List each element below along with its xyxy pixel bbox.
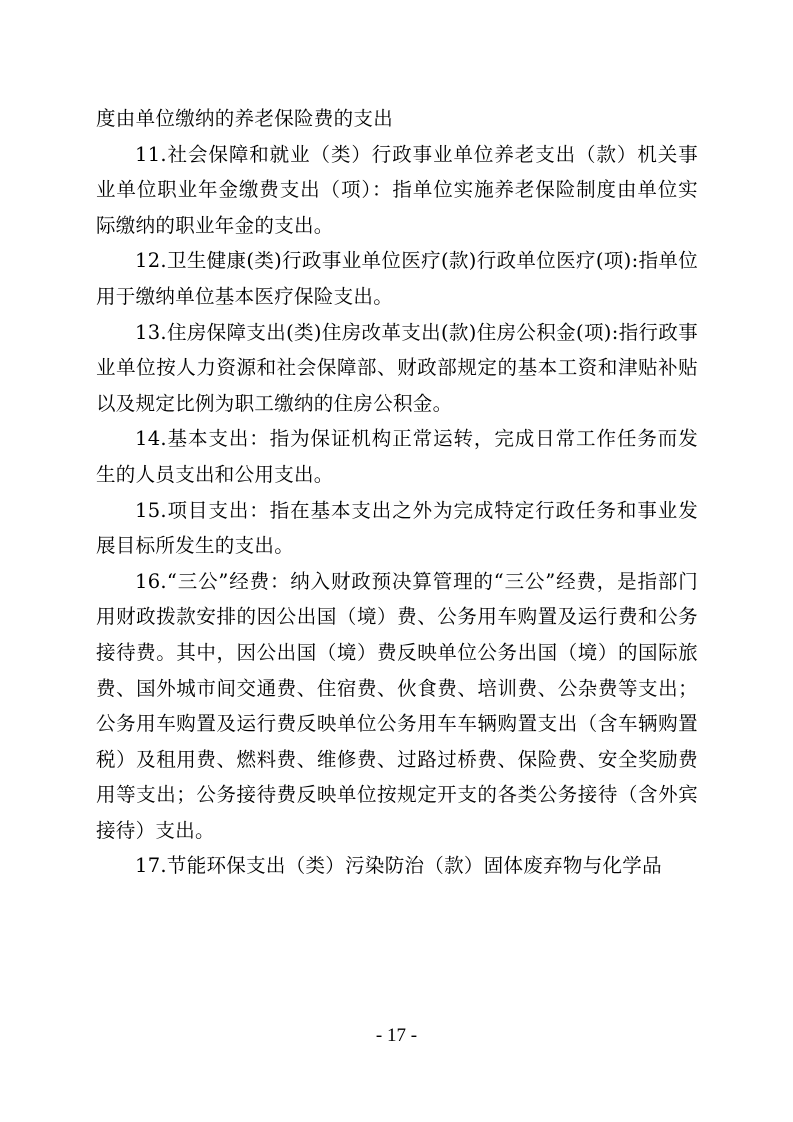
paragraph-item-14: 14.基本支出：指为保证机构正常运转，完成日常工作任务而发生的人员支出和公用支出。	[96, 427, 698, 486]
paragraph-continuation: 度由单位缴纳的养老保险费的支出	[96, 107, 394, 130]
page-number: - 17 -	[375, 1025, 418, 1046]
paragraph-item-16: 16.“三公”经费：纳入财政预决算管理的“三公”经费，是指部门用财政拨款安排的因公出国（境）费、公务用车购置及运行费和公务接待费。其中，因公出国（境）费反映单位公务出国（境）的国际旅费、国外城市间交通费、住宿费、伙食费、培训费、公杂费等支出；公务用车购置及运行费反映单位公务用车车辆购置支出（含车辆购置税）及租用费、燃料费、维修费、过路过桥费、保险费、安全奖励费用等支出；公务接待费反映单位按规定开支的各类公务接待（含外宾接待）支出。	[96, 569, 698, 842]
paragraph-item-12: 12.卫生健康(类)行政事业单位医疗(款)行政单位医疗(项):指单位用于缴纳单位基本医疗保险支出。	[96, 249, 698, 308]
paragraph-item-13: 13.住房保障支出(类)住房改革支出(款)住房公积金(项):指行政事业单位按人力资源和社会保障部、财政部规定的基本工资和津贴补贴以及规定比例为职工缴纳的住房公积金。	[96, 320, 698, 415]
paragraph-item-17: 17.节能环保支出（类）污染防治（款）固体废弃物与化学品	[135, 854, 662, 878]
paragraph-item-15: 15.项目支出：指在基本支出之外为完成特定行政任务和事业发展目标所发生的支出。	[96, 498, 698, 558]
document-body	[96, 101, 698, 884]
paragraph-item-11: 11.社会保障和就业（类）行政事业单位养老支出（款）机关事业单位职业年金缴费支出（项）：指单位实施养老保险制度由单位实际缴纳的职业年金的支出。	[96, 142, 698, 237]
